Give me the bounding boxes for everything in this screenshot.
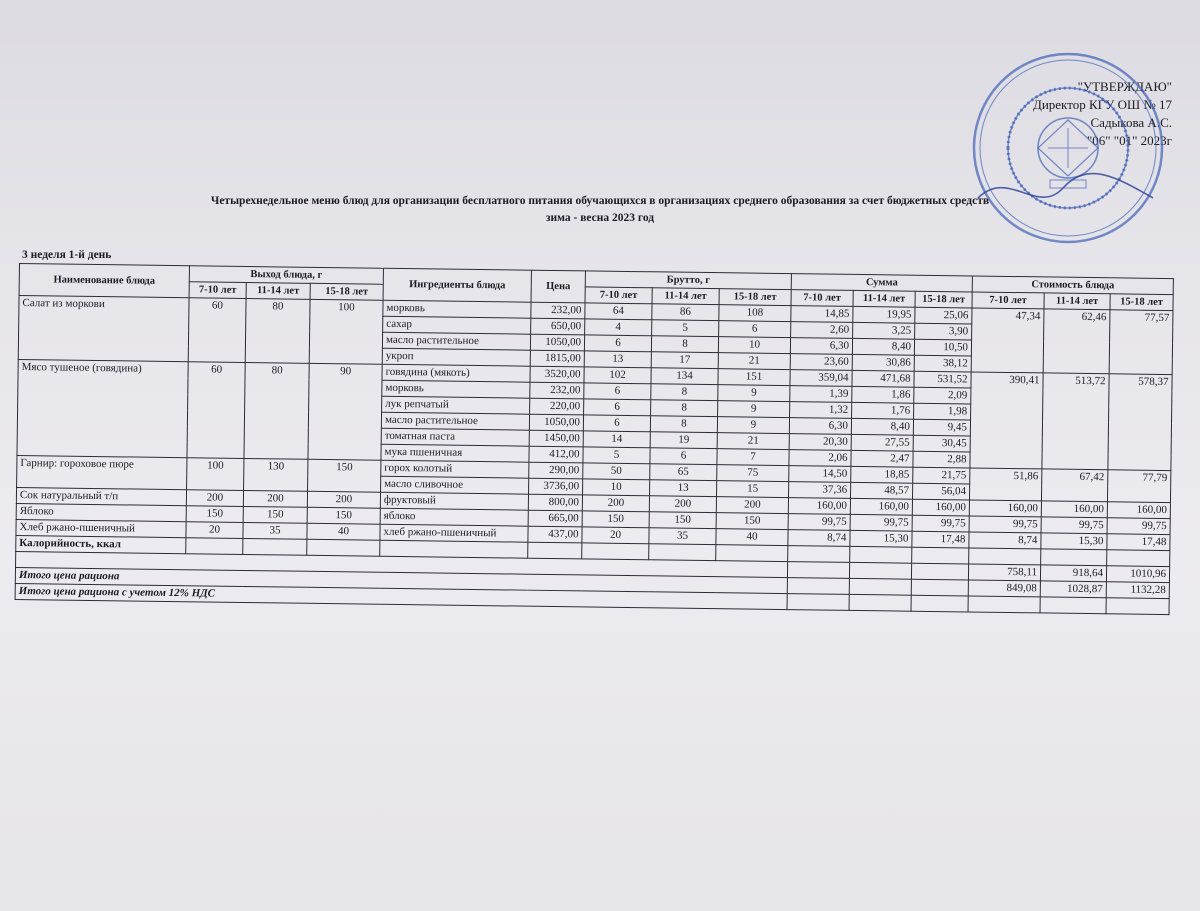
total-value: 918,64 — [1040, 565, 1106, 582]
total-value: 849,08 — [968, 580, 1040, 597]
brutto-value: 13 — [650, 480, 717, 497]
empty-cell — [849, 562, 911, 579]
sum-value: 2,47 — [851, 450, 913, 467]
dish-cost: 77,57 — [1109, 310, 1173, 375]
approval-line: "06" "01" 2023г — [1086, 133, 1172, 148]
header-age: 11-14 лет — [853, 290, 915, 307]
empty-cell — [186, 538, 243, 555]
menu-table — [15, 263, 1174, 615]
brutto-value: 75 — [717, 465, 789, 482]
header-ingredients: Ингредиенты блюда — [383, 268, 531, 302]
brutto-value: 8 — [651, 400, 718, 417]
empty-cell — [911, 579, 968, 596]
total-value — [968, 596, 1040, 613]
brutto-value: 150 — [582, 511, 649, 528]
header-age: 15-18 лет — [310, 283, 383, 300]
ingredient-name: говядина (мякоть) — [382, 364, 530, 382]
empty-cell — [849, 594, 911, 611]
brutto-value: 9 — [718, 401, 790, 418]
sum-value: 8,74 — [788, 530, 850, 547]
sum-value: 1,86 — [852, 386, 914, 403]
empty-cell — [912, 547, 969, 564]
brutto-value: 200 — [716, 497, 788, 514]
sum-value: 6,30 — [790, 338, 852, 355]
brutto-value: 6 — [719, 321, 791, 338]
sum-value: 9,45 — [913, 419, 970, 436]
dish-yield: 150 — [307, 507, 380, 524]
header-age: 11-14 лет — [1044, 293, 1110, 310]
dish-yield: 40 — [307, 523, 380, 540]
dish-yield: 35 — [243, 522, 307, 539]
sum-value: 1,98 — [914, 403, 971, 420]
dish-cost: 578,37 — [1108, 374, 1172, 471]
table-body — [16, 296, 1173, 567]
sum-value: 30,86 — [852, 354, 914, 371]
sum-value: 27,55 — [851, 434, 913, 451]
dish-yield: 20 — [186, 522, 243, 539]
sum-value: 14,85 — [791, 306, 853, 323]
sum-value: 20,30 — [789, 434, 851, 451]
brutto-value: 4 — [585, 319, 652, 336]
brutto-value: 200 — [649, 496, 716, 513]
dish-cost: 160,00 — [969, 500, 1041, 517]
header-age: 11-14 лет — [246, 282, 310, 299]
sum-value: 2,60 — [791, 322, 853, 339]
dish-cost: 99,75 — [969, 516, 1041, 533]
week-day-label: 3 неделя 1-й день — [22, 249, 112, 261]
brutto-value: 17 — [651, 352, 718, 369]
brutto-value: 7 — [717, 449, 789, 466]
brutto-value: 6 — [584, 335, 651, 352]
total-value: 1132,28 — [1106, 582, 1169, 599]
ingredient-price: 1050,00 — [530, 334, 584, 351]
ingredient-name: лук репчатый — [382, 396, 530, 414]
header-age: 11-14 лет — [652, 288, 719, 305]
sum-value: 6,30 — [789, 418, 851, 435]
sum-value: 2,09 — [914, 387, 971, 404]
sum-value: 14,50 — [789, 466, 851, 483]
brutto-value: 6 — [650, 448, 717, 465]
brutto-value: 8 — [650, 416, 717, 433]
empty-cell — [850, 546, 912, 563]
sum-value: 18,85 — [851, 466, 913, 483]
dish-yield: 150 — [308, 459, 381, 492]
brutto-value: 13 — [584, 351, 651, 368]
ingredient-price: 220,00 — [530, 398, 584, 415]
sum-value: 1,39 — [790, 386, 852, 403]
dish-yield: 130 — [244, 458, 308, 491]
approval-line: Садыкова А.С. — [1090, 115, 1172, 130]
total-value: 758,11 — [968, 564, 1040, 581]
ingredient-price: 1050,00 — [529, 414, 583, 431]
header-cost: Стоимость блюда — [972, 276, 1173, 295]
dish-yield: 150 — [243, 506, 307, 523]
sum-value: 10,50 — [914, 339, 971, 356]
total-label: Итого цена рациона с учетом 12% НДС — [15, 583, 787, 609]
sum-value: 23,60 — [790, 354, 852, 371]
dish-cost: 15,30 — [1041, 533, 1107, 550]
ingredient-name: морковь — [383, 300, 531, 318]
sum-value: 160,00 — [788, 498, 850, 515]
brutto-value: 5 — [583, 447, 650, 464]
sum-value: 471,68 — [852, 370, 914, 387]
ingredient-price: 232,00 — [531, 302, 585, 319]
sum-value: 48,57 — [850, 482, 912, 499]
calories-label: Калорийность, ккал — [16, 535, 186, 553]
brutto-value: 8 — [651, 336, 718, 353]
brutto-value: 40 — [716, 529, 788, 546]
dish-cost: 17,48 — [1107, 534, 1170, 551]
brutto-value: 102 — [584, 367, 651, 384]
ingredient-name: масло сливочное — [381, 476, 529, 494]
empty-cell — [380, 540, 528, 558]
empty-cell — [716, 545, 788, 562]
dish-cost: 51,86 — [969, 468, 1041, 501]
brutto-value: 134 — [651, 368, 718, 385]
ingredient-price: 800,00 — [528, 494, 582, 511]
sum-value: 17,48 — [912, 531, 969, 548]
brutto-value: 8 — [651, 384, 718, 401]
ingredient-price: 665,00 — [528, 510, 582, 527]
approval-line: "УТВЕРЖДАЮ" — [1077, 79, 1172, 94]
ingredient-name: масло растительное — [381, 412, 529, 430]
ingredient-name: укроп — [382, 348, 530, 366]
ingredient-name: яблоко — [380, 508, 528, 526]
ingredient-price: 412,00 — [529, 446, 583, 463]
ingredient-name: фруктовый — [380, 492, 528, 510]
dish-yield: 80 — [245, 298, 310, 363]
brutto-value: 9 — [717, 417, 789, 434]
ingredient-price: 232,00 — [530, 382, 584, 399]
dish-name: Гарнир: гороховое пюре — [17, 455, 187, 489]
ingredient-price: 1815,00 — [530, 350, 584, 367]
header-age: 15-18 лет — [1110, 294, 1173, 311]
ingredient-price: 3736,00 — [529, 478, 583, 495]
ingredient-name: морковь — [382, 380, 530, 398]
empty-cell — [788, 546, 850, 563]
sum-value: 15,30 — [850, 530, 912, 547]
dish-yield: 80 — [244, 362, 309, 459]
sum-value: 19,95 — [853, 306, 915, 323]
sum-value: 359,04 — [790, 370, 852, 387]
empty-cell — [787, 562, 849, 579]
total-value — [1040, 597, 1106, 614]
ingredient-name: мука пшеничная — [381, 444, 529, 462]
approval-line: Директор КГУ ОШ № 17 — [1032, 97, 1172, 112]
brutto-value: 150 — [716, 513, 788, 530]
dish-name: Сок натуральный т/п — [16, 487, 186, 505]
title-line-1: Четырехнедельное меню блюд для организации бесплатного питания обучающихся в организациях среднего образования за счет бюджетных средств — [210, 195, 990, 207]
dish-cost: 390,41 — [970, 372, 1043, 469]
empty-cell — [787, 578, 849, 595]
header-age: 7-10 лет — [972, 292, 1044, 309]
brutto-value: 5 — [652, 320, 719, 337]
sum-value: 2,88 — [913, 451, 970, 468]
sum-value: 37,36 — [788, 482, 850, 499]
brutto-value: 50 — [583, 463, 650, 480]
sum-value: 160,00 — [912, 499, 969, 516]
header-age: 7-10 лет — [585, 287, 652, 304]
dish-yield: 60 — [187, 362, 245, 459]
ingredient-price: 650,00 — [531, 318, 585, 335]
sum-value: 1,76 — [852, 402, 914, 419]
sum-value: 30,45 — [913, 435, 970, 452]
dish-cost: 67,42 — [1041, 469, 1107, 502]
title-line-2: зима - весна 2023 год — [545, 212, 655, 224]
brutto-value: 6 — [584, 399, 651, 416]
brutto-value: 108 — [719, 305, 791, 322]
header-age: 15-18 лет — [719, 289, 791, 306]
sum-value: 25,06 — [915, 307, 972, 324]
brutto-value: 19 — [650, 432, 717, 449]
sum-value: 99,75 — [850, 514, 912, 531]
header-sum: Сумма — [791, 274, 972, 292]
total-value: 1028,87 — [1040, 581, 1106, 598]
dish-yield: 200 — [186, 490, 243, 507]
brutto-value: 10 — [718, 337, 790, 354]
dish-name: Мясо тушеное (говядина) — [17, 359, 188, 457]
dish-cost: 99,75 — [1041, 517, 1107, 534]
sum-value: 38,12 — [914, 355, 971, 372]
sum-value: 21,75 — [913, 467, 970, 484]
dish-yield: 200 — [243, 490, 307, 507]
header-dish: Наименование блюда — [19, 264, 189, 298]
brutto-value: 21 — [717, 433, 789, 450]
dish-cost: 62,46 — [1043, 309, 1110, 374]
brutto-value: 20 — [582, 527, 649, 544]
brutto-value: 151 — [718, 369, 790, 386]
sum-value: 56,04 — [912, 483, 969, 500]
brutto-value: 65 — [650, 464, 717, 481]
dish-yield: 100 — [187, 458, 244, 491]
header-brutto: Брутто, г — [585, 271, 791, 290]
dish-cost: 77,79 — [1107, 470, 1170, 503]
dish-cost: 160,00 — [1107, 502, 1170, 519]
empty-cell — [849, 578, 911, 595]
dish-cost: 160,00 — [1041, 501, 1107, 518]
empty-cell — [528, 542, 582, 559]
dish-yield: 60 — [188, 298, 246, 363]
brutto-value: 64 — [585, 303, 652, 320]
sum-value: 99,75 — [788, 514, 850, 531]
ingredient-name: сахар — [383, 316, 531, 334]
ingredient-name: масло растительное — [382, 332, 530, 350]
ingredient-price: 437,00 — [528, 526, 582, 543]
ingredient-price: 1450,00 — [529, 430, 583, 447]
dish-yield: 200 — [307, 491, 380, 508]
brutto-value: 6 — [583, 415, 650, 432]
header-age: 7-10 лет — [189, 282, 246, 299]
brutto-value: 10 — [583, 479, 650, 496]
empty-cell — [582, 543, 649, 560]
total-label: Итого цена рациона — [15, 567, 787, 593]
ingredient-name: томатная паста — [381, 428, 529, 446]
brutto-value: 86 — [652, 304, 719, 321]
empty-cell — [649, 544, 716, 561]
empty-cell — [1041, 549, 1107, 566]
dish-cost: 513,72 — [1042, 373, 1109, 470]
brutto-value: 14 — [583, 431, 650, 448]
sum-value: 160,00 — [850, 498, 912, 515]
empty-cell — [787, 594, 849, 611]
dish-name: Салат из моркови — [18, 296, 189, 362]
dish-cost: 47,34 — [971, 308, 1044, 373]
sum-value: 1,32 — [790, 402, 852, 419]
dish-yield: 90 — [308, 363, 382, 460]
sum-value: 3,90 — [915, 323, 972, 340]
ingredient-price: 3520,00 — [530, 366, 584, 383]
total-value — [1106, 598, 1169, 615]
sum-value: 2,06 — [789, 450, 851, 467]
total-value: 1010,96 — [1106, 566, 1169, 583]
dish-name: Хлеб ржано-пшеничный — [16, 519, 186, 537]
brutto-value: 9 — [718, 385, 790, 402]
dish-name: Яблоко — [16, 503, 186, 521]
header-yield: Выход блюда, г — [189, 266, 383, 285]
empty-cell — [307, 539, 380, 556]
dish-yield: 100 — [309, 299, 383, 364]
ingredient-name: горох колотый — [381, 460, 529, 478]
dish-cost: 99,75 — [1107, 518, 1170, 535]
brutto-value: 6 — [584, 383, 651, 400]
sum-value: 99,75 — [912, 515, 969, 532]
sum-value: 8,40 — [851, 418, 913, 435]
ingredient-price: 290,00 — [529, 462, 583, 479]
document-title — [60, 193, 1140, 227]
ingredient-name: хлеб ржано-пшеничный — [380, 524, 528, 542]
header-age: 7-10 лет — [791, 290, 853, 307]
empty-cell — [911, 563, 968, 580]
dish-yield: 150 — [186, 506, 243, 523]
brutto-value: 200 — [582, 495, 649, 512]
empty-cell — [243, 538, 307, 555]
sum-value: 531,52 — [914, 371, 971, 388]
brutto-value: 150 — [649, 512, 716, 529]
header-price: Цена — [531, 270, 585, 303]
empty-cell — [969, 548, 1041, 565]
header-age: 15-18 лет — [915, 291, 972, 308]
dish-cost: 8,74 — [969, 532, 1041, 549]
sum-value: 8,40 — [852, 338, 914, 355]
brutto-value: 21 — [718, 353, 790, 370]
empty-cell — [911, 595, 968, 612]
sum-value: 3,25 — [853, 322, 915, 339]
brutto-value: 15 — [717, 481, 789, 498]
brutto-value: 35 — [649, 528, 716, 545]
empty-cell — [1107, 550, 1170, 567]
